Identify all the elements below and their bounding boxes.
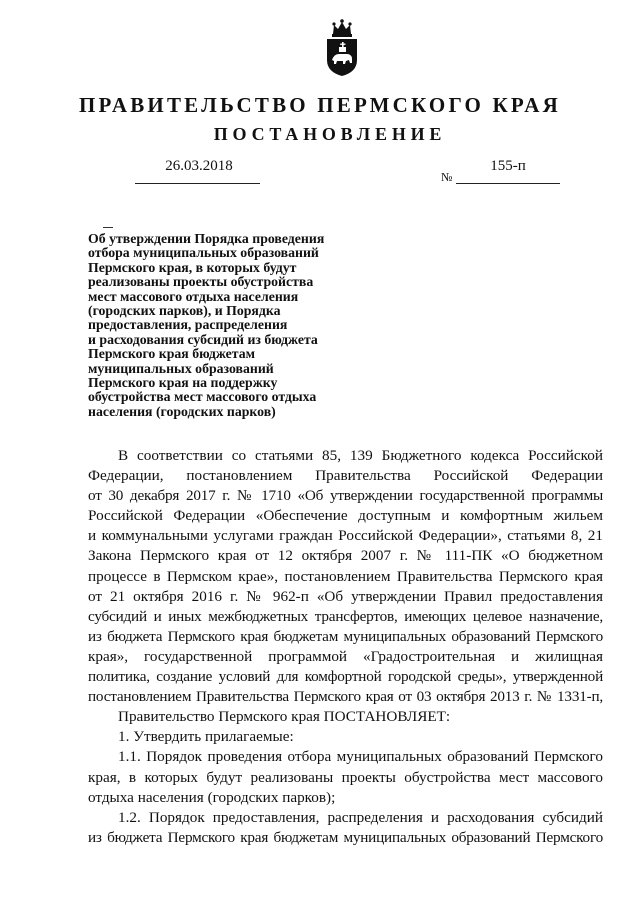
document-body bbox=[88, 446, 603, 848]
title-line: Пермского края, в которых будут bbox=[88, 259, 297, 275]
title-line: Пермского края бюджетам bbox=[88, 346, 256, 362]
body-line: Российской Федерации «Обеспечение доступным и комфортным жильем bbox=[88, 507, 603, 525]
title-line: муниципальных образований bbox=[88, 360, 274, 376]
body-line: политика, создание условий для комфортной городской среды», утвержденной bbox=[88, 668, 603, 686]
body-line: Правительство Пермского края ПОСТАНОВЛЯЕТ: bbox=[118, 708, 451, 726]
title-line: населения (городских парков) bbox=[88, 403, 276, 419]
body-line: отдыха населения (городских парков); bbox=[88, 788, 336, 806]
body-line: края, в которых будут реализованы проекты обустройства мест массового bbox=[88, 768, 603, 786]
body-line: 1. Утвердить прилагаемые: bbox=[118, 728, 294, 746]
title-line: (городских парков), и Порядка bbox=[88, 303, 281, 319]
title-line: предоставления, распределения bbox=[88, 317, 288, 333]
body-line: из бюджета Пермского края бюджетам муниципальных образований Пермского bbox=[88, 627, 603, 645]
number-underline bbox=[456, 183, 560, 184]
title-line: обустройства мест массового отдыха bbox=[88, 389, 317, 405]
body-line: 1.2. Порядок предоставления, распределения и расходования субсидий bbox=[118, 808, 603, 826]
title-line: и расходования субсидий из бюджета bbox=[88, 331, 318, 347]
document-date: 26.03.2018 bbox=[165, 158, 233, 174]
body-line: 1.1. Порядок проведения отбора муниципальных образований Пермского bbox=[118, 748, 603, 766]
body-line: постановлением Правительства Пермского края от 03 октября 2013 г. № 1331-п, bbox=[88, 688, 603, 706]
organization-name: ПРАВИТЕЛЬСТВО ПЕРМСКОГО КРАЯ bbox=[78, 93, 561, 117]
body-line: Федерации, постановлением Правительства Российской Федерации bbox=[88, 467, 603, 485]
body-line: от 30 декабря 2017 г. № 1710 «Об утверждении государственной программы bbox=[88, 487, 603, 505]
body-line: В соответствии со статьями 85, 139 Бюджетного кодекса Российской bbox=[118, 447, 603, 464]
date-underline bbox=[135, 183, 260, 184]
document-type: ПОСТАНОВЛЕНИЕ bbox=[213, 124, 447, 144]
body-line: края», государственной программой «Градостроительная и жилищная bbox=[88, 647, 603, 665]
body-line: процессе в Пермском крае», постановлением Правительства Пермского края bbox=[88, 567, 603, 585]
body-line: из бюджета Пермского края бюджетам муниципальных образований Пермского bbox=[88, 828, 603, 846]
body-line: и коммунальными услугами граждан Российской Федерации», статьями 8, 21 bbox=[88, 527, 603, 545]
document-title bbox=[88, 232, 358, 419]
title-line: Пермского края на поддержку bbox=[88, 375, 278, 391]
document-number: 155-п bbox=[490, 158, 526, 174]
title-line: мест массового отдыха населения bbox=[88, 288, 299, 304]
title-line: отбора муниципальных образований bbox=[88, 245, 319, 261]
number-sign: № bbox=[441, 170, 453, 184]
coat-of-arms-emblem bbox=[325, 16, 359, 78]
title-line: реализованы проекты обустройства bbox=[88, 274, 314, 290]
body-line: Закона Пермского края от 12 октября 2007 г. № 111-ПК «О бюджетном bbox=[88, 547, 603, 565]
body-line: от 21 октября 2016 г. № 962-п «Об утверждении Правил предоставления bbox=[88, 587, 603, 605]
title-line: Об утверждении Порядка проведения bbox=[88, 231, 325, 246]
body-line: субсидий и иных межбюджетных трансфертов, имеющих целевое назначение, bbox=[88, 607, 603, 625]
